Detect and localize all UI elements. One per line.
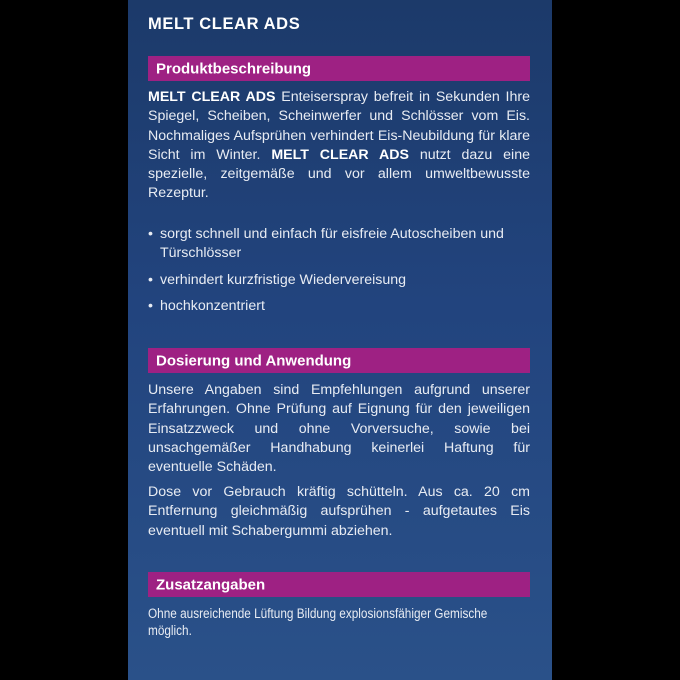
zusatzangaben-paragraph: Ohne ausreichende Lüftung Bildung explosionsfähiger Gemische möglich.: [148, 606, 488, 638]
section-header-produktbeschreibung: [148, 56, 530, 81]
list-item: [148, 225, 530, 264]
section-header-label: Dosierung und Anwendung: [156, 352, 352, 369]
bullet-text: verhindert kurzfristige Wiedervereisung: [160, 271, 407, 288]
section-header-label: Zusatzangaben: [156, 576, 266, 593]
list-item: [148, 297, 530, 316]
list-item: [148, 271, 530, 290]
section-header-zusatzangaben: [148, 572, 530, 597]
section-header-label: Produktbeschreibung: [156, 60, 312, 77]
dosierung-paragraph-2: Dose vor Gebrauch kräftig schütteln. Aus ca. 20 cm Entfernung gleichmäßig aufsprühen - aufgetautes Eis eventuell mit Schabergummi abziehen.: [148, 484, 530, 539]
product-name-bold-2: MELT CLEAR ADS: [271, 146, 409, 163]
produktbeschreibung-text-tail: nutzt dazu eine spezielle, zeitgemäße und vor allem umweltbewusste Rezeptur.: [148, 146, 530, 202]
section-header-dosierung-und-anwendung: [148, 348, 530, 373]
feature-bullet-list: [148, 225, 530, 323]
produktbeschreibung-text-mid: Enteiserspray befreit in Sekunden Ihre Spiegel, Scheiben, Scheinwerfer und Schlösser vom Eis. Nochmaliges Aufsprühen verhindert Eis-Neubildung für klare Sicht im Winter.: [148, 89, 530, 163]
dosierung-paragraph-1: Unsere Angaben sind Empfehlungen aufgrund unserer Erfahrungen. Ohne Prüfung auf Eignung für den jeweiligen Einsatzzweck und ohne Vorversuche, sowie bei unsachgemäßer Handhabung keinerlei Haftung für eventuelle Schäden.: [148, 382, 530, 476]
product-name-bold-1: MELT CLEAR ADS: [148, 89, 276, 105]
product-info-panel: [128, 0, 552, 680]
page-title: MELT CLEAR ADS: [148, 15, 301, 33]
bullet-text: hochkonzentriert: [160, 297, 265, 314]
bullet-text: sorgt schnell und einfach für eisfreie Autoscheiben und Türschlösser: [160, 226, 504, 262]
produktbeschreibung-paragraph: [148, 88, 530, 204]
